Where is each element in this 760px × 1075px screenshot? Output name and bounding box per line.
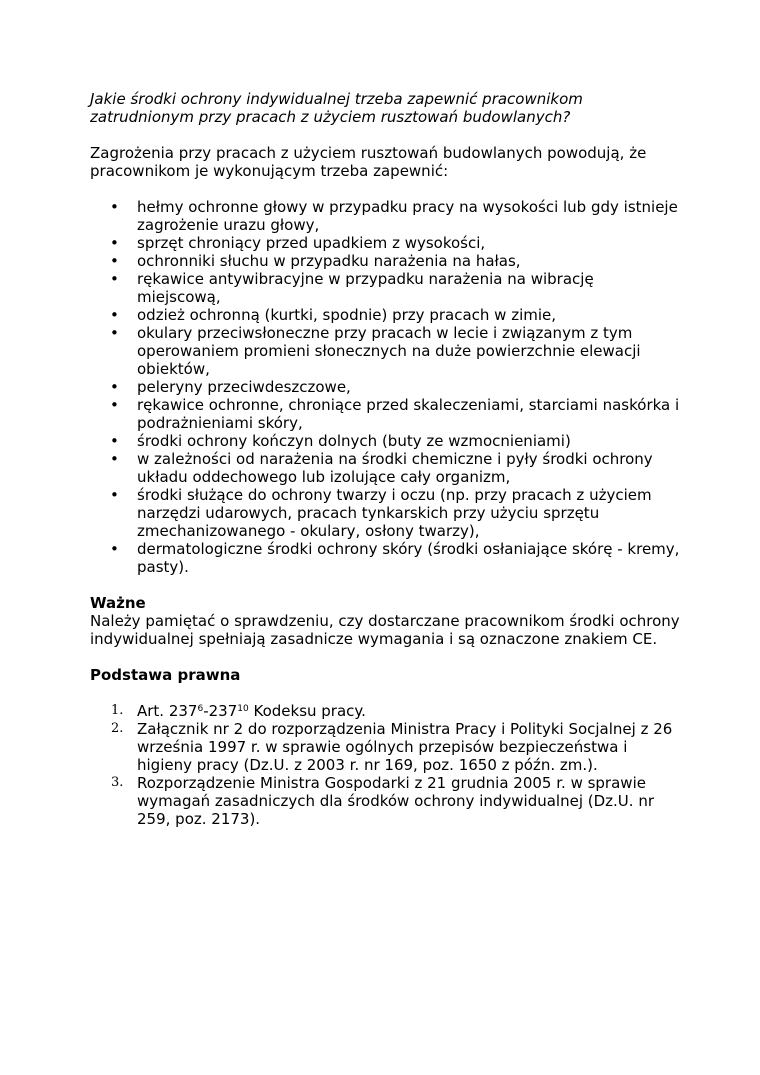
legal-ref-text: Art. 237 [137, 702, 198, 720]
list-item: • rękawice antywibracyjne w przypadku narażenia na wibrację miejscową, [137, 270, 680, 306]
list-item: • peleryny przeciwdeszczowe, [137, 378, 680, 396]
legal-ref-text: Załącznik nr 2 do rozporządzenia Ministra Pracy i Polityki Socjalnej z 26 września 1997 r. w sprawie ogólnych przepisów bezpieczeństwa i higieny pracy (Dz.U. z 2003 r. nr 169, poz. 1650 z późn. zm.). [137, 720, 673, 774]
superscript: 6 [197, 704, 204, 714]
legal-ref-item [111, 720, 680, 774]
legal-ref-number: 2. [111, 721, 124, 736]
list-item: • hełmy ochronne głowy w przypadku pracy na wysokości lub gdy istnieje zagrożenie urazu głowy, [137, 198, 680, 234]
protection-list [90, 198, 680, 576]
list-item: • w zależności od narażenia na środki chemiczne i pyły środki ochrony układu oddechowego lub izolujące cały organizm, [137, 450, 680, 486]
list-item: • środki służące do ochrony twarzy i oczu (np. przy pracach z użyciem narzędzi udarowych, pracach tynkarskich przy użyciu sprzętu zmechanizowanego - okulary, osłony twarzy), [137, 486, 680, 540]
list-item: • środki ochrony kończyn dolnych (buty ze wzmocnieniami) [137, 432, 680, 450]
list-item: • ochronniki słuchu w przypadku narażenia na hałas, [137, 252, 680, 270]
legal-ref-item [111, 702, 680, 720]
legal-ref-text: Rozporządzenie Ministra Gospodarki z 21 grudnia 2005 r. w sprawie wymagań zasadniczych dla środków ochrony indywidualnej (Dz.U. nr 259, poz. 2173). [137, 774, 654, 828]
legal-ref-text: -237 [203, 702, 238, 720]
list-item: • rękawice ochronne, chroniące przed skaleczeniami, starciami naskórka i podrażnieniami skóry, [137, 396, 680, 432]
legal-basis-list [90, 702, 680, 828]
superscript: 10 [237, 704, 249, 714]
question-heading: Jakie środki ochrony indywidualnej trzeba zapewnić pracownikom zatrudnionym przy pracach z użyciem rusztowań budowlanych? [90, 90, 583, 126]
list-item: • sprzęt chroniący przed upadkiem z wysokości, [137, 234, 680, 252]
list-item: • dermatologiczne środki ochrony skóry (środki osłaniające skórę - kremy, pasty). [137, 540, 680, 576]
legal-ref-number: 3. [111, 775, 124, 790]
legal-ref-item [111, 774, 680, 828]
legal-basis-heading: Podstawa prawna [90, 666, 241, 684]
list-item: • okulary przeciwsłoneczne przy pracach w lecie i związanym z tym operowaniem promieni słonecznych na duże powierzchnie elewacji obiektów, [137, 324, 680, 378]
important-heading: Ważne [90, 594, 146, 612]
list-item: • odzież ochronną (kurtki, spodnie) przy pracach w zimie, [137, 306, 680, 324]
legal-ref-text: Kodeksu pracy. [248, 702, 366, 720]
document-page [90, 90, 680, 828]
important-paragraph: Należy pamiętać o sprawdzeniu, czy dostarczane pracownikom środki ochrony indywidualnej spełniają zasadnicze wymagania i są oznaczone znakiem CE. [90, 612, 680, 648]
intro-paragraph: Zagrożenia przy pracach z użyciem rusztowań budowlanych powodują, że pracownikom je wykonującym trzeba zapewnić: [90, 144, 647, 180]
legal-ref-number: 1. [111, 703, 124, 718]
